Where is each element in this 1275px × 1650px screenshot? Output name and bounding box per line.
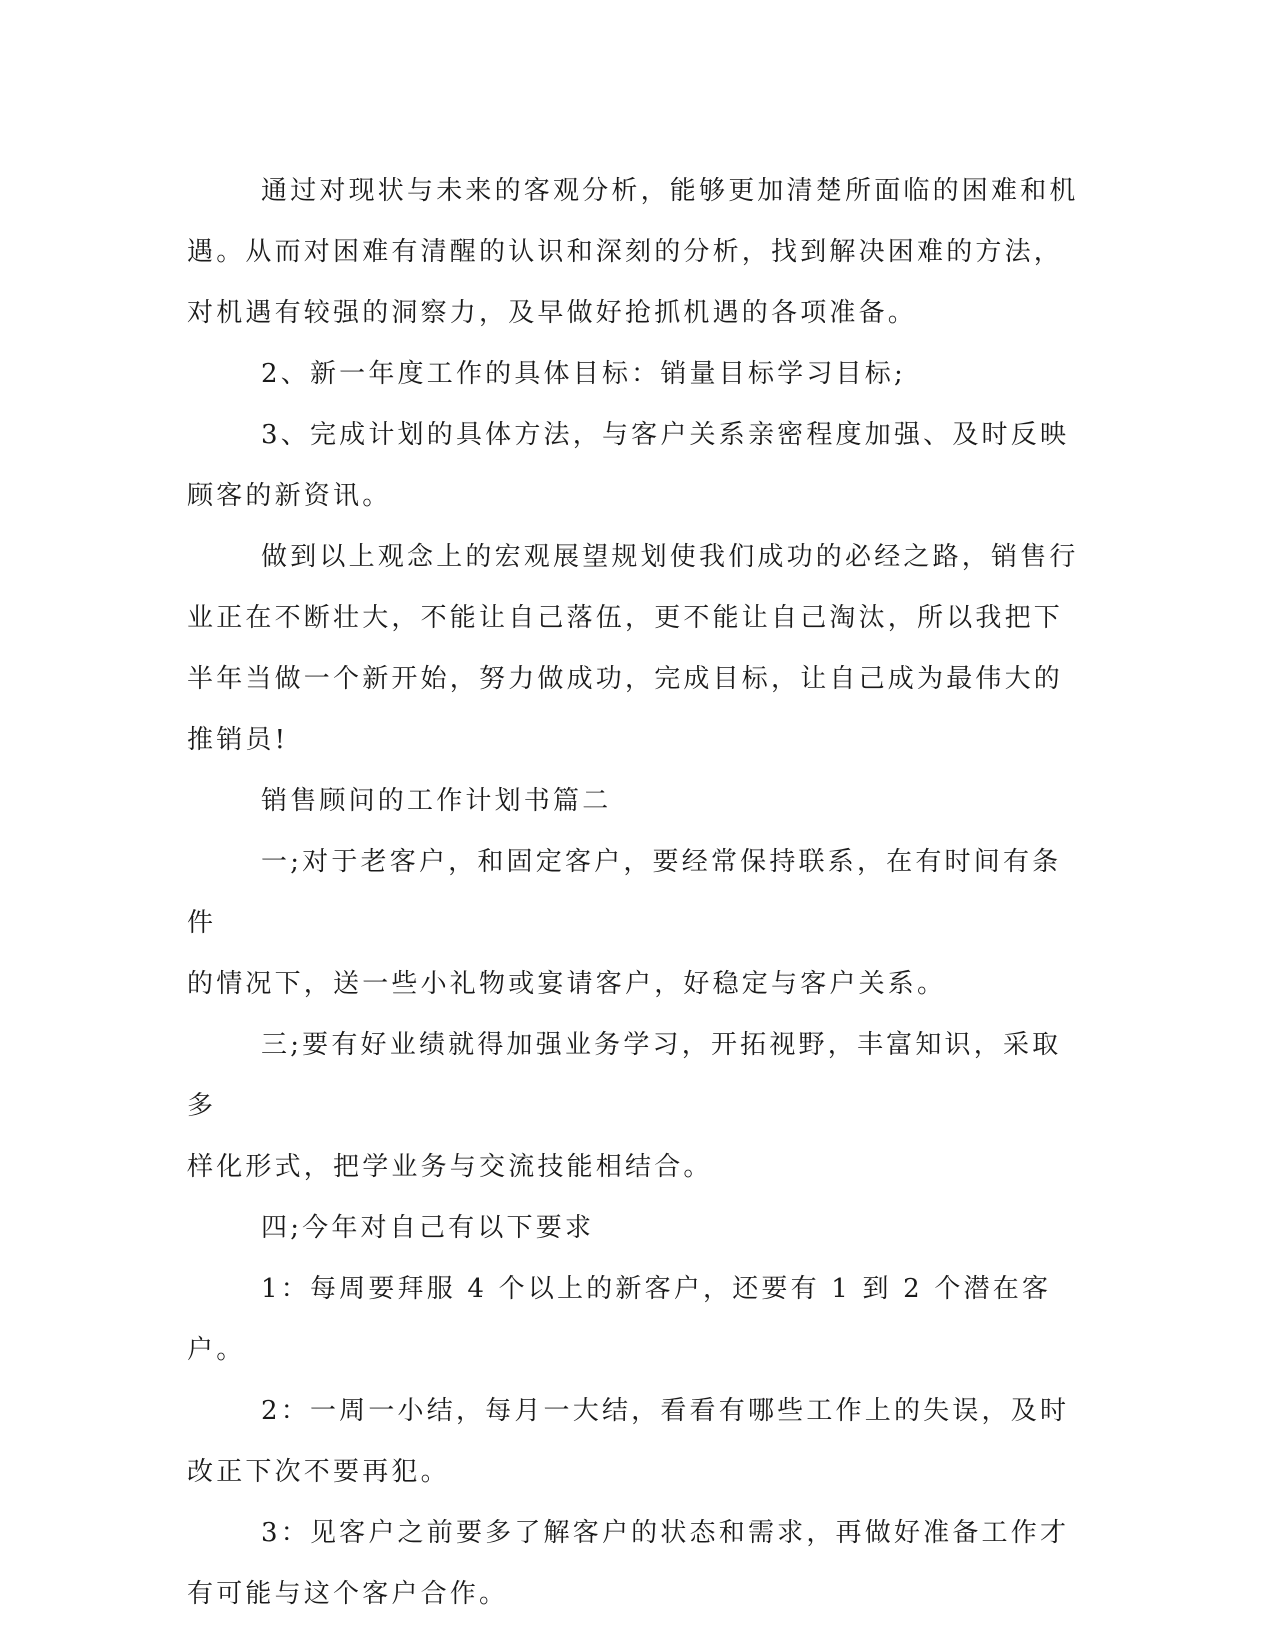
- paragraph-analysis: [187, 161, 1087, 344]
- text-line: 半年当做一个新开始，努力做成功，完成目标，让自己成为最伟大的: [187, 664, 1064, 694]
- text-line: 一;对于老客户，和固定客户，要经常保持联系，在有时间有条件: [187, 847, 1062, 938]
- text-line: 做到以上观念上的宏观展望规划使我们成功的必经之路，销售行: [261, 542, 1079, 572]
- text-line: 遇。从而对困难有清醒的认识和深刻的分析，找到解决困难的方法，: [187, 237, 1064, 267]
- text-line: 2：一周一小结，每月一大结，看看有哪些工作上的失误，及时: [261, 1396, 1070, 1426]
- section-heading: [187, 771, 1087, 832]
- text-line: 四;今年对自己有以下要求: [261, 1213, 595, 1243]
- paragraph-outlook: [187, 527, 1087, 771]
- text-line: 通过对现状与未来的客观分析，能够更加清楚所面临的困难和机: [261, 176, 1079, 206]
- text-line: 推销员!: [187, 725, 289, 755]
- paragraph-methods: [187, 405, 1087, 527]
- paragraph-learning: [187, 1015, 1087, 1198]
- text-line: 1：每周要拜服 4 个以上的新客户，还要有 1 到 2 个潜在客户。: [187, 1274, 1052, 1365]
- text-line: 样化形式，把学业务与交流技能相结合。: [187, 1152, 713, 1182]
- text-line: 顾客的新资讯。: [187, 481, 392, 511]
- requirement-item-2: [187, 1381, 1087, 1503]
- text-line: 对机遇有较强的洞察力，及早做好抢抓机遇的各项准备。: [187, 298, 918, 328]
- text-line: 的情况下，送一些小礼物或宴请客户，好稳定与客户关系。: [187, 969, 947, 999]
- paragraph-old-customers: [187, 832, 1087, 1015]
- text-line: 3：见客户之前要多了解客户的状态和需求，再做好准备工作才: [261, 1518, 1070, 1548]
- requirement-item-3: [187, 1503, 1087, 1625]
- paragraph-goals: [187, 344, 1087, 405]
- document-body: [187, 161, 1087, 1625]
- text-line: 有可能与这个客户合作。: [187, 1579, 509, 1609]
- requirement-item-1: [187, 1259, 1087, 1381]
- text-line: 2、新一年度工作的具体目标：销量目标学习目标;: [261, 359, 906, 389]
- paragraph-requirements-heading: [187, 1198, 1087, 1259]
- text-line: 业正在不断壮大，不能让自己落伍，更不能让自己淘汰，所以我把下: [187, 603, 1064, 633]
- text-line: 3、完成计划的具体方法，与客户关系亲密程度加强、及时反映: [261, 420, 1070, 450]
- text-line: 三;要有好业绩就得加强业务学习，开拓视野，丰富知识，采取多: [187, 1030, 1062, 1121]
- text-line: 销售顾问的工作计划书篇二: [261, 786, 612, 816]
- text-line: 改正下次不要再犯。: [187, 1457, 450, 1487]
